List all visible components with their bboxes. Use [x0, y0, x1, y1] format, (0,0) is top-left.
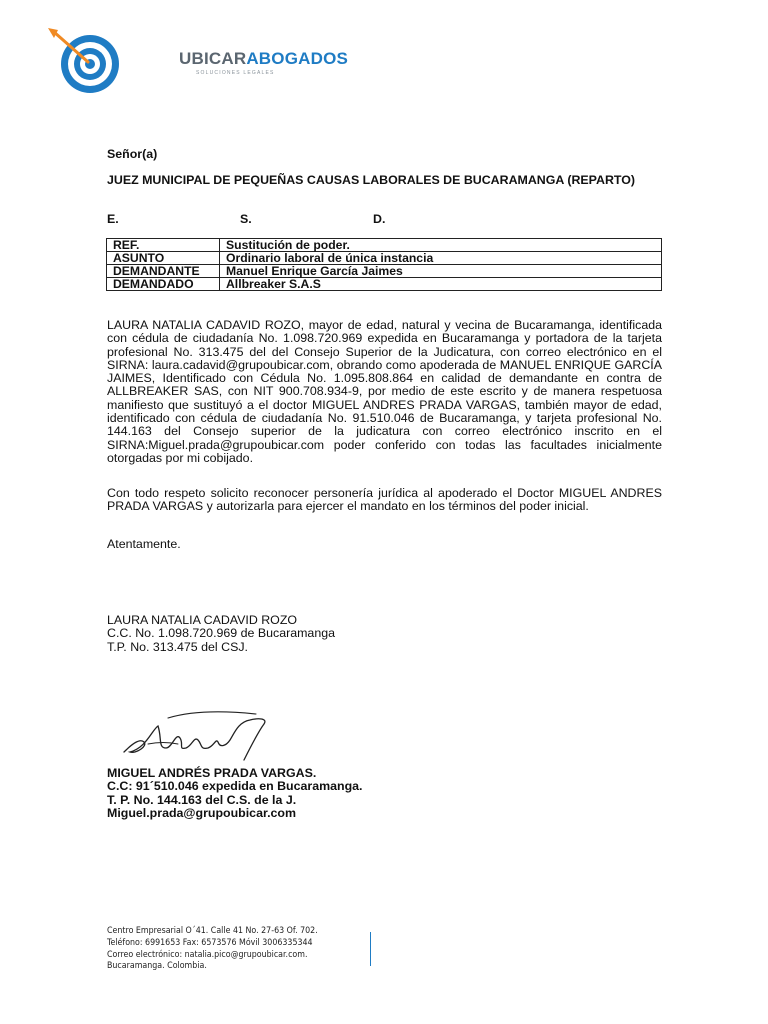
- table-row: [107, 265, 662, 278]
- ref-key: ASUNTO: [107, 252, 220, 265]
- signer2-name: MIGUEL ANDRÉS PRADA VARGAS.: [107, 766, 317, 780]
- body-paragraph-1: LAURA NATALIA CADAVID ROZO, mayor de edad, natural y vecina de Bucaramanga, identificada con cédula de ciudadanía No. 1.098.720.969 expedida en Bucaramanga y portadora de la tarjeta profesional No. 313.475 del del Consejo Superior de la Judicatura, con correo electrónico en el SIRNA: laura.cadavid@grupoubicar.com, obrando como apoderada de MANUEL ENRIQUE GARCÍA JAIMES, Identificado con Cédula No. 1.095.808.864 en calidad de demandante en contra de ALLBREAKER SAS, con NIT 900.708.934-9, por medio de este escrito y de manera respetuosa manifiesto que sustituyó a el doctor MIGUEL ANDRES PRADA VARGAS, también mayor de edad, identificado con cédula de ciudadanía No. 91.510.046 de Bucaramanga, y tarjeta profesional No. 144.163 del Consejo superior de la judicatura con correo electrónico inscrito en el SIRNA:Miguel.prada@grupoubicar.com poder conferido con todas las facultades inicialmente otorgadas por mi cobijado.: [107, 318, 662, 465]
- target-arrow-icon: [44, 26, 136, 94]
- signer2-id: C.C: 91´510.046 expedida en Bucaramanga.: [107, 779, 363, 794]
- handwritten-signature: [118, 708, 278, 770]
- footer-divider: [370, 932, 371, 966]
- signer-block-2: [107, 767, 662, 820]
- ref-key: DEMANDADO: [107, 278, 220, 291]
- ref-value: Ordinario laboral de única instancia: [220, 252, 662, 265]
- signer2-email: Miguel.prada@grupoubicar.com: [107, 805, 297, 820]
- salutation: Señor(a): [107, 147, 158, 161]
- body-paragraph-2: Con todo respeto solicito reconocer personería jurídica al apoderado el Doctor MIGUEL ANDRES PRADA VARGAS y autorizarla para ejercer el mandato en los términos del poder inicial.: [107, 486, 662, 514]
- signer-block-1: [107, 614, 662, 654]
- footer-contact: [107, 926, 346, 973]
- ref-value: Allbreaker S.A.S: [220, 278, 662, 291]
- reference-table: [106, 238, 662, 291]
- table-row: [107, 252, 662, 265]
- signer1-id: C.C. No. 1.098.720.969 de Bucaramanga: [107, 626, 335, 641]
- ref-key: REF.: [107, 239, 220, 252]
- signer2-tp: T. P. No. 144.163 del C.S. de la J.: [107, 792, 297, 807]
- brand-name: [179, 49, 348, 69]
- ref-value: Sustitución de poder.: [220, 239, 662, 252]
- signer1-tp: T.P. No. 313.475 del CSJ.: [107, 639, 248, 654]
- signer1-name: LAURA NATALIA CADAVID ROZO: [107, 613, 298, 627]
- brand-tagline: SOLUCIONES LEGALES: [196, 70, 275, 76]
- brand-name-part2: ABOGADOS: [246, 49, 349, 68]
- footer-email: Correo electrónico: natalia.pico@grupoubicar.com.: [107, 949, 308, 960]
- table-row: [107, 239, 662, 252]
- footer-address: Centro Empresarial O´41. Calle 41 No. 27-63 Of. 702.: [107, 926, 318, 936]
- closing: Atentamente.: [107, 537, 181, 551]
- footer-city: Bucaramanga. Colombia.: [107, 961, 207, 972]
- ref-value: Manuel Enrique García Jaimes: [220, 265, 662, 278]
- table-row: [107, 278, 662, 291]
- brand-name-part1: UBICAR: [179, 49, 247, 68]
- company-logo: [44, 26, 349, 96]
- esd-d: D.: [373, 212, 386, 226]
- footer-phone: Teléfono: 6991653 Fax: 6573576 Móvil 3006335344: [107, 937, 313, 948]
- esd-e: E.: [107, 212, 119, 226]
- esd-s: S.: [240, 212, 252, 226]
- ref-key: DEMANDANTE: [107, 265, 220, 278]
- addressee: JUEZ MUNICIPAL DE PEQUEÑAS CAUSAS LABORALES DE BUCARAMANGA (REPARTO): [107, 173, 636, 187]
